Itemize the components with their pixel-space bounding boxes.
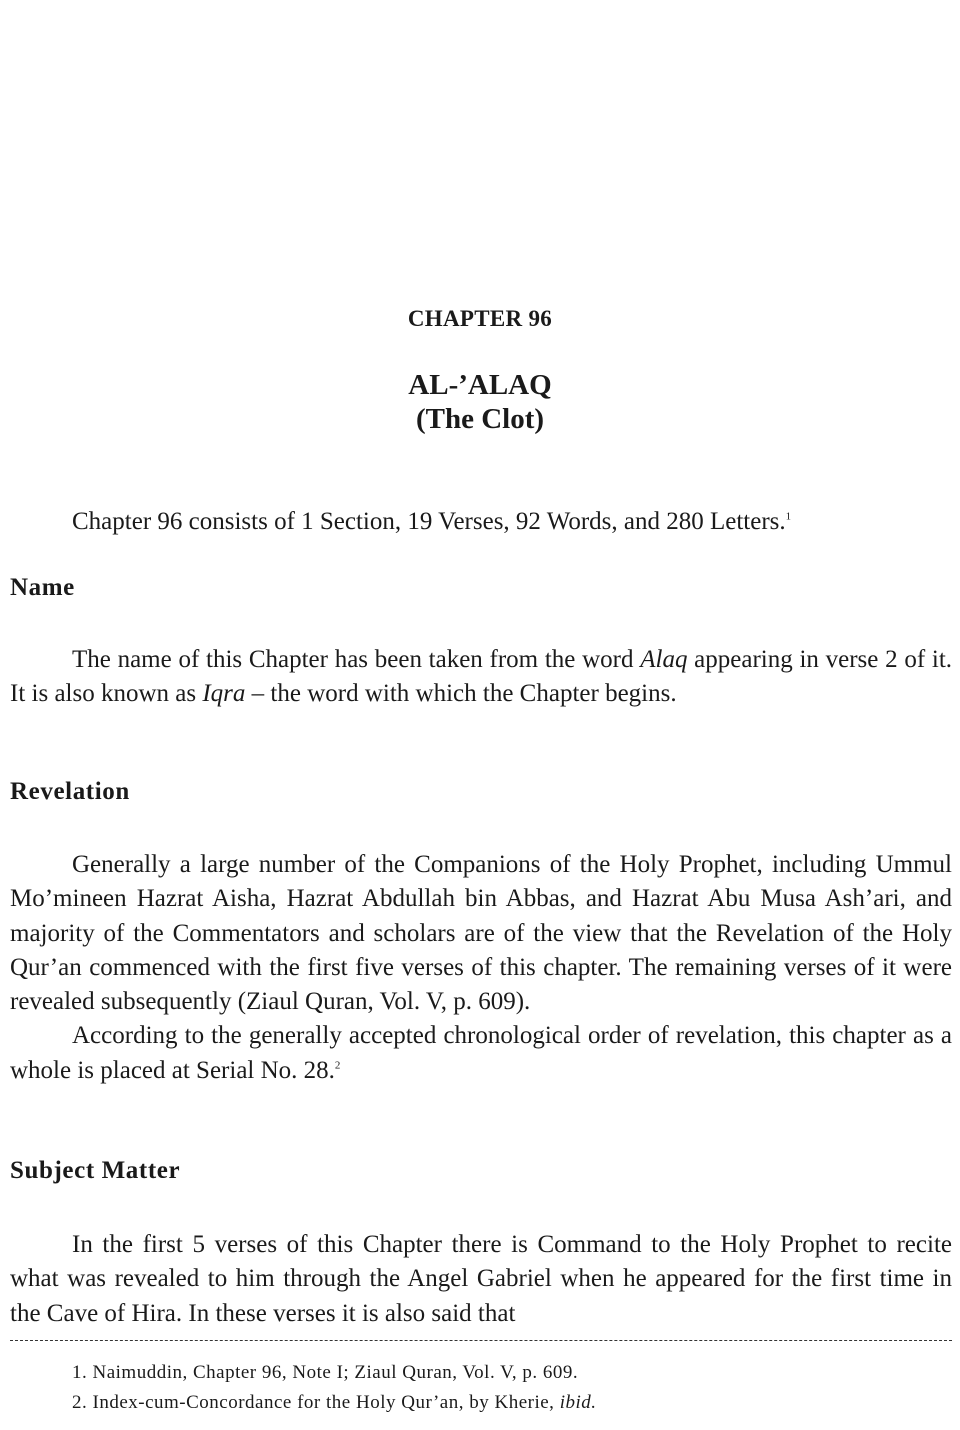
revelation-body bbox=[10, 848, 952, 1088]
intro-paragraph bbox=[10, 505, 952, 539]
revelation-paragraph-2-text: According to the generally accepted chronological order of revelation, this chapter as a whole is placed at Serial No. 28. bbox=[10, 1022, 952, 1084]
section-heading-name: Name bbox=[10, 574, 75, 601]
intro-text: Chapter 96 consists of 1 Section, 19 Verses, 92 Words, and 280 Letters. bbox=[72, 508, 786, 535]
footnote-2-italic: ibid. bbox=[559, 1392, 597, 1413]
footnotes bbox=[72, 1358, 597, 1418]
footnote-ref-2: 2 bbox=[334, 1059, 341, 1072]
footnote-2 bbox=[72, 1388, 597, 1418]
section-heading-revelation: Revelation bbox=[10, 778, 130, 805]
revelation-paragraph-1: Generally a large number of the Companions of the Holy Prophet, including Ummul Mo’mineen Hazrat Aisha, Hazrat Abdullah bin Abbas, and Hazrat Abu Musa Ash’ari, and majority of the Commentators and scholars are of the view that the Revelation of the Holy Qur’an commenced with the first five verses of this chapter. The remaining verses of it were revealed subsequently (Ziaul Quran, Vol. V, p. 609). bbox=[10, 851, 952, 1016]
chapter-title-english: (The Clot) bbox=[415, 403, 545, 435]
name-text-b: appearing in verse 2 of it. It is also known as bbox=[10, 646, 953, 708]
name-italic-iqra: Iqra bbox=[202, 680, 246, 708]
chapter-title bbox=[0, 368, 960, 436]
footnote-divider bbox=[10, 1340, 952, 1341]
footnote-1: 1. Naimuddin, Chapter 96, Note I; Ziaul Quran, Vol. V, p. 609. bbox=[72, 1362, 579, 1383]
chapter-label: CHAPTER 96 bbox=[407, 306, 553, 331]
name-text-c: – the word with which the Chapter begins. bbox=[245, 680, 677, 708]
name-paragraph bbox=[10, 643, 952, 712]
revelation-paragraph-2 bbox=[10, 1019, 952, 1088]
section-heading-subject-matter: Subject Matter bbox=[10, 1157, 181, 1184]
footnote-ref-1: 1 bbox=[785, 510, 792, 523]
name-italic-alaq: Alaq bbox=[640, 646, 688, 673]
chapter-title-arabic: AL-’ALAQ bbox=[408, 369, 552, 401]
footnote-2-text: 2. Index-cum-Concordance for the Holy Qur’an, by Kherie, bbox=[72, 1392, 560, 1413]
subject-paragraph-1: In the first 5 verses of this Chapter there is Command to the Holy Prophet to recite what was revealed to him through the Angel Gabriel when he appeared for the first time in the Cave of Hira. In these verses it is also said that bbox=[10, 1231, 952, 1327]
name-text-a: The name of this Chapter has been taken from the word bbox=[72, 646, 641, 673]
